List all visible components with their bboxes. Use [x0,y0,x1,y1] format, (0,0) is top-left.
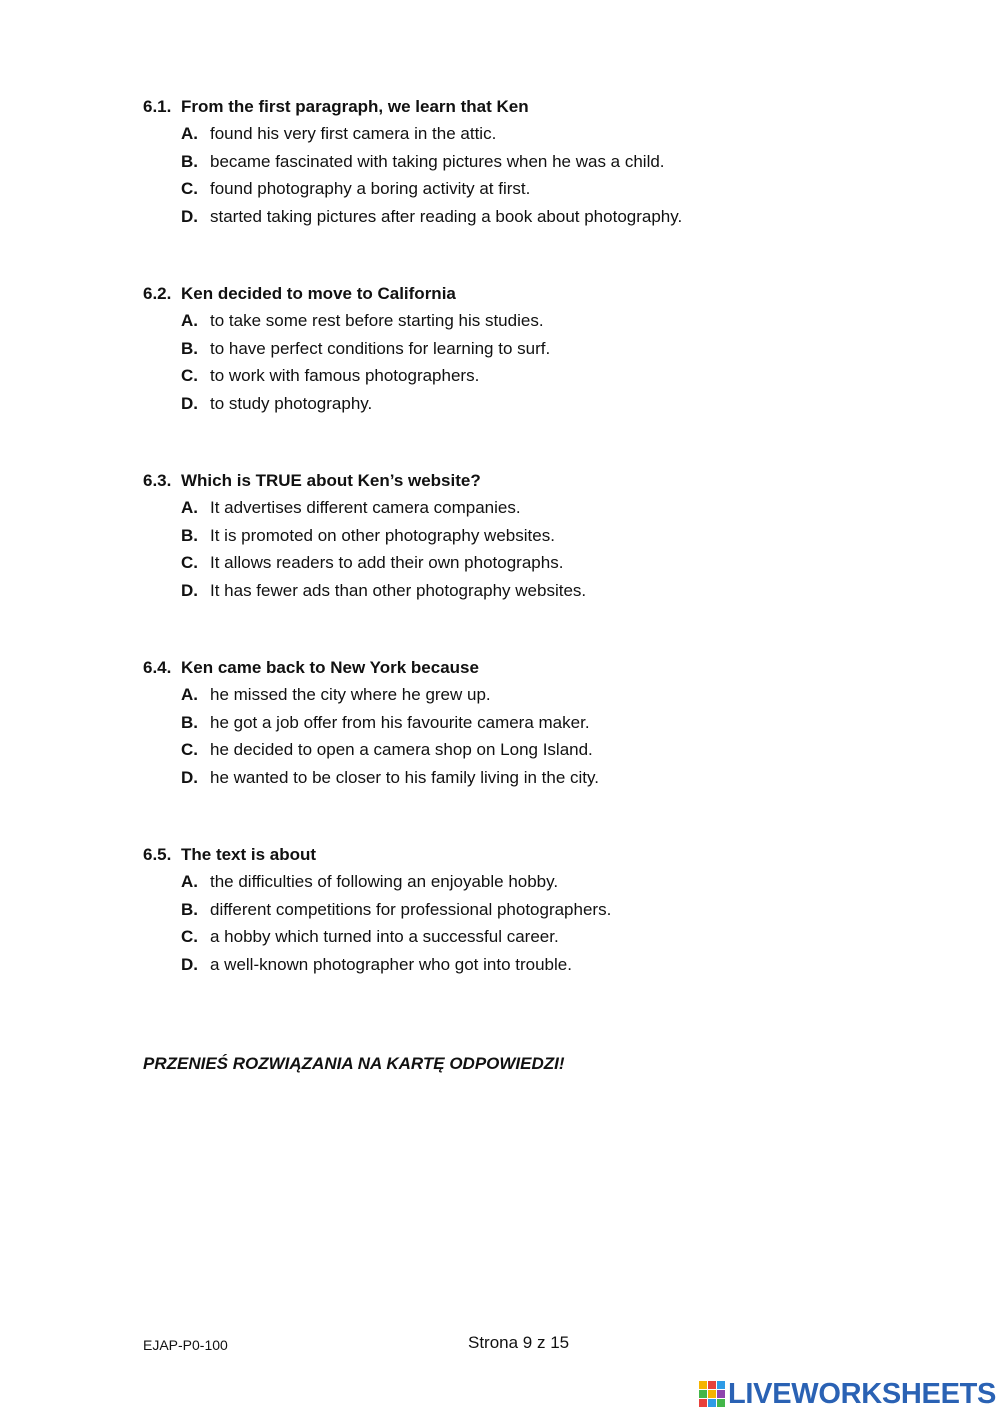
option-text: to have perfect conditions for learning to surf. [210,338,551,358]
option-letter: D. [181,206,198,226]
question-6-4 [143,658,903,795]
question-text: Ken decided to move to California [181,284,456,303]
option-letter: C. [181,179,198,199]
option-letter: A. [181,498,198,517]
logo-tile [717,1381,725,1389]
option-text: found his very first camera in the attic. [210,124,497,143]
answer-option-a[interactable] [143,872,903,900]
option-text: different competitions for professional photographers. [210,899,612,919]
answer-option-c[interactable] [143,927,903,955]
option-text: he decided to open a camera shop on Long Island. [210,740,593,760]
answer-option-a[interactable] [143,685,903,713]
option-letter: A. [181,311,198,330]
logo-tile [708,1381,716,1389]
question-number: 6.4. [143,658,172,677]
question-number: 6.2. [143,284,172,303]
answer-option-d[interactable] [143,581,903,609]
option-letter: C. [181,553,198,573]
option-letter: B. [181,338,198,358]
question-number: 6.1. [143,97,172,116]
question-stem [143,97,903,124]
option-text: found photography a boring activity at first. [210,179,531,199]
option-letter: D. [181,767,198,787]
answer-option-b[interactable] [143,713,903,741]
answer-option-c[interactable] [143,553,903,581]
option-letter: B. [181,525,198,545]
answer-option-d[interactable] [143,207,903,235]
option-text: It allows readers to add their own photographs. [210,553,564,573]
option-letter: B. [181,712,198,732]
option-text: a well-known photographer who got into trouble. [210,954,572,974]
option-text: It has fewer ads than other photography websites. [210,580,587,600]
answer-option-b[interactable] [143,526,903,554]
logo-tile [699,1390,707,1398]
option-text: the difficulties of following an enjoyable hobby. [210,872,559,891]
option-letter: C. [181,927,198,947]
option-letter: C. [181,366,198,386]
option-letter: B. [181,151,198,171]
logo-tile [699,1399,707,1407]
answer-option-a[interactable] [143,498,903,526]
answer-option-b[interactable] [143,339,903,367]
answer-option-b[interactable] [143,152,903,180]
answer-option-a[interactable] [143,311,903,339]
option-letter: D. [181,580,198,600]
option-text: he wanted to be closer to his family living in the city. [210,767,599,787]
answer-option-c[interactable] [143,179,903,207]
logo-tile [717,1399,725,1407]
question-text: The text is about [181,845,317,864]
question-stem [143,284,903,311]
page-number: Strona 9 z 15 [468,1333,570,1352]
answer-option-b[interactable] [143,900,903,928]
question-number: 6.3. [143,471,172,490]
option-text: he got a job offer from his favourite camera maker. [210,712,590,732]
question-6-5 [143,845,903,982]
question-stem [143,658,903,685]
answer-option-d[interactable] [143,394,903,422]
question-number: 6.5. [143,845,172,864]
logo-tile [717,1390,725,1398]
option-text: It advertises different camera companies. [210,498,521,517]
question-stem [143,471,903,498]
liveworksheets-logo[interactable] [699,1380,996,1408]
option-text: to take some rest before starting his studies. [210,311,544,330]
logo-tile [708,1390,716,1398]
logo-tile [708,1399,716,1407]
question-text: Ken came back to New York because [181,658,479,677]
answer-option-a[interactable] [143,124,903,152]
question-6-1 [143,97,903,234]
exam-code: EJAP-P0-100 [143,1337,228,1353]
option-letter: D. [181,393,198,413]
option-letter: A. [181,124,198,143]
question-stem [143,845,903,872]
answer-option-c[interactable] [143,740,903,768]
answer-option-d[interactable] [143,768,903,796]
option-letter: D. [181,954,198,974]
answer-option-c[interactable] [143,366,903,394]
option-text: to work with famous photographers. [210,366,480,386]
option-text: he missed the city where he grew up. [210,685,491,704]
option-letter: C. [181,740,198,760]
answer-option-d[interactable] [143,955,903,983]
logo-tile [699,1381,707,1389]
option-text: to study photography. [210,393,373,413]
question-text: Which is TRUE about Ken’s website? [181,471,481,490]
option-letter: A. [181,685,198,704]
option-text: a hobby which turned into a successful career. [210,927,559,947]
question-6-2 [143,284,903,421]
option-text: It is promoted on other photography websites. [210,525,555,545]
option-letter: A. [181,872,198,891]
question-text: From the first paragraph, we learn that Ken [181,97,529,116]
option-text: became fascinated with taking pictures when he was a child. [210,151,665,171]
option-letter: B. [181,899,198,919]
logo-text: LIVEWORKSHEETS [728,1378,997,1410]
question-6-3 [143,471,903,608]
logo-grid-icon [699,1381,725,1407]
transfer-answers-notice: PRZENIEŚ ROZWIĄZANIA NA KARTĘ ODPOWIEDZI! [143,1054,565,1073]
option-text: started taking pictures after reading a book about photography. [210,206,683,226]
